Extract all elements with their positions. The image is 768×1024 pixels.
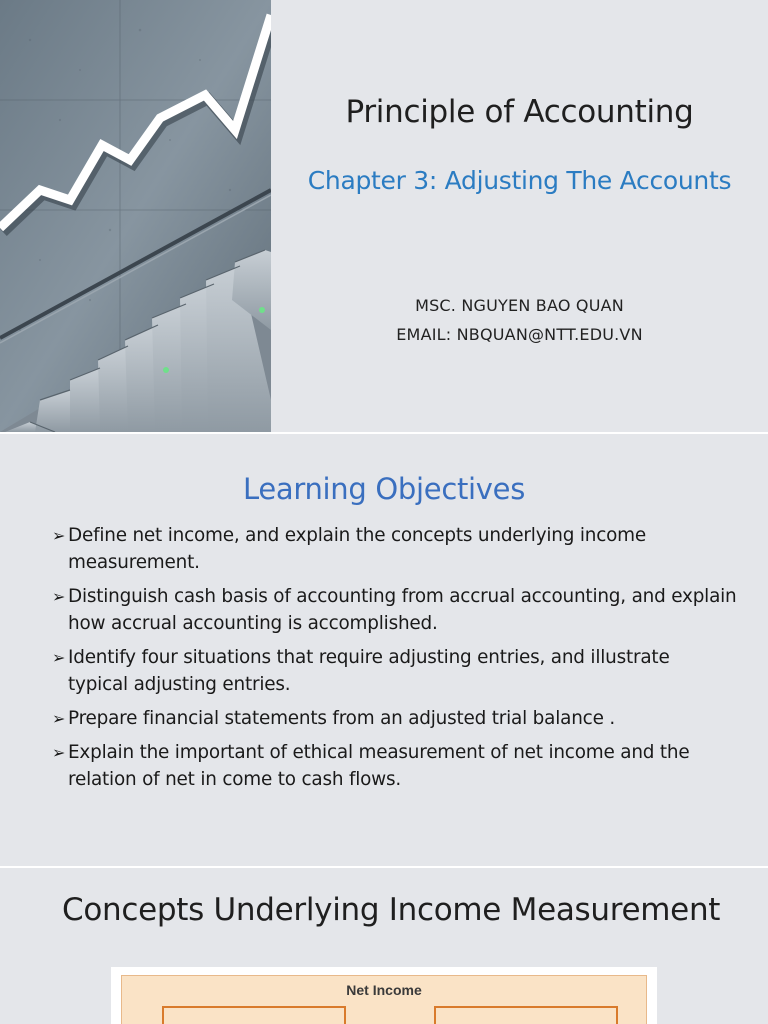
list-item [50, 644, 750, 698]
objective-line: relation of net in come to cash flows. [68, 769, 402, 790]
net-income-diagram [111, 967, 657, 1024]
income-measurement-slide [0, 868, 768, 1024]
presentation-title: Principle of Accounting [345, 94, 694, 130]
arrow-bullet-icon: ➢ [52, 587, 66, 606]
diagram-box-left [162, 1006, 346, 1024]
objective-line: Explain the important of ethical measurement of net income and the [68, 742, 690, 763]
objective-line: how accrual accounting is accomplished. [68, 613, 438, 634]
objectives-list [50, 522, 750, 800]
diagram-panel [121, 975, 647, 1024]
objective-line: measurement. [68, 552, 200, 573]
arrow-bullet-icon: ➢ [52, 648, 66, 667]
list-item [50, 583, 750, 637]
list-item [50, 739, 750, 793]
chapter-subtitle: Chapter 3: Adjusting The Accounts [307, 166, 732, 195]
list-item [50, 705, 750, 732]
objective-line: Prepare financial statements from an adjusted trial balance . [68, 708, 615, 729]
slide-title: Concepts Underlying Income Measurement [62, 892, 721, 928]
title-slide [0, 0, 768, 432]
stairs-arrow-image [0, 0, 271, 432]
list-item [50, 522, 750, 576]
objective-line: Distinguish cash basis of accounting from accrual accounting, and explain [68, 586, 737, 607]
arrow-bullet-icon: ➢ [52, 526, 66, 545]
objective-line: Identify four situations that require adjusting entries, and illustrate [68, 647, 670, 668]
learning-objectives-slide [0, 434, 768, 866]
diagram-box-right [434, 1006, 618, 1024]
arrow-bullet-icon: ➢ [52, 709, 66, 728]
objectives-heading: Learning Objectives [242, 472, 526, 506]
net-income-label: Net Income [346, 982, 422, 998]
objective-line: Define net income, and explain the concepts underlying income [68, 525, 647, 546]
objective-line: typical adjusting entries. [68, 674, 291, 695]
author-name: MSC. NGUYEN BAO QUAN [415, 296, 624, 315]
author-email: EMAIL: NBQUAN@NTT.EDU.VN [396, 325, 643, 344]
arrow-bullet-icon: ➢ [52, 743, 66, 762]
